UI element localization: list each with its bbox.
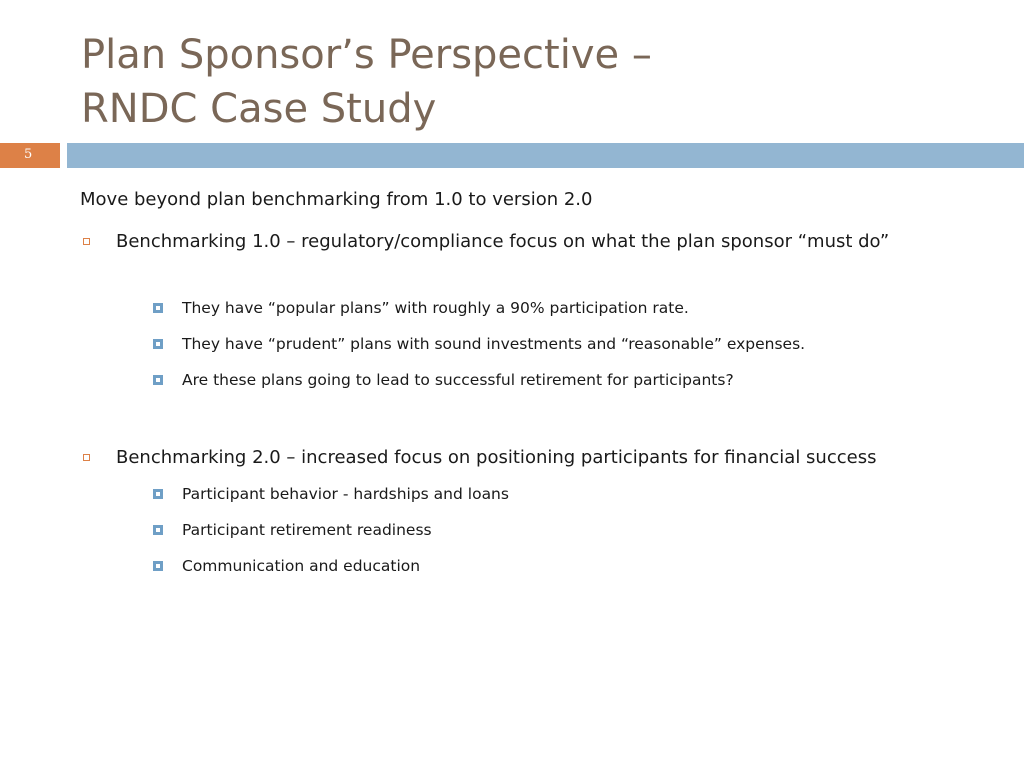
section-2-heading: Benchmarking 2.0 – increased focus on positioning participants for financial success xyxy=(116,447,877,468)
section-2-item-3: Communication and education xyxy=(182,557,421,575)
section-1-item-3: Are these plans going to lead to successful retirement for participants? xyxy=(182,371,734,389)
filled-square-bullet-icon xyxy=(153,303,163,313)
section-2-item-1: Participant behavior - hardships and loans xyxy=(182,485,509,503)
section-1-item-2: They have “prudent” plans with sound investments and “reasonable” expenses. xyxy=(182,335,806,353)
section-1-heading: Benchmarking 1.0 – regulatory/compliance focus on what the plan sponsor “must do” xyxy=(116,231,890,252)
intro-text: Move beyond plan benchmarking from 1.0 to version 2.0 xyxy=(80,189,593,210)
section-1-item-1: They have “popular plans” with roughly a 90% participation rate. xyxy=(182,299,689,317)
hollow-square-bullet-icon xyxy=(83,454,90,461)
filled-square-bullet-icon xyxy=(153,375,163,385)
filled-square-bullet-icon xyxy=(153,561,163,571)
hollow-square-bullet-icon xyxy=(83,238,90,245)
filled-square-bullet-icon xyxy=(153,489,163,499)
filled-square-bullet-icon xyxy=(153,339,163,349)
slide-title-line-1: Plan Sponsor’s Perspective – xyxy=(81,32,652,78)
slide-title-line-2: RNDC Case Study xyxy=(81,86,437,132)
slide-number: 5 xyxy=(24,147,33,162)
section-2-item-2: Participant retirement readiness xyxy=(182,521,432,539)
filled-square-bullet-icon xyxy=(153,525,163,535)
